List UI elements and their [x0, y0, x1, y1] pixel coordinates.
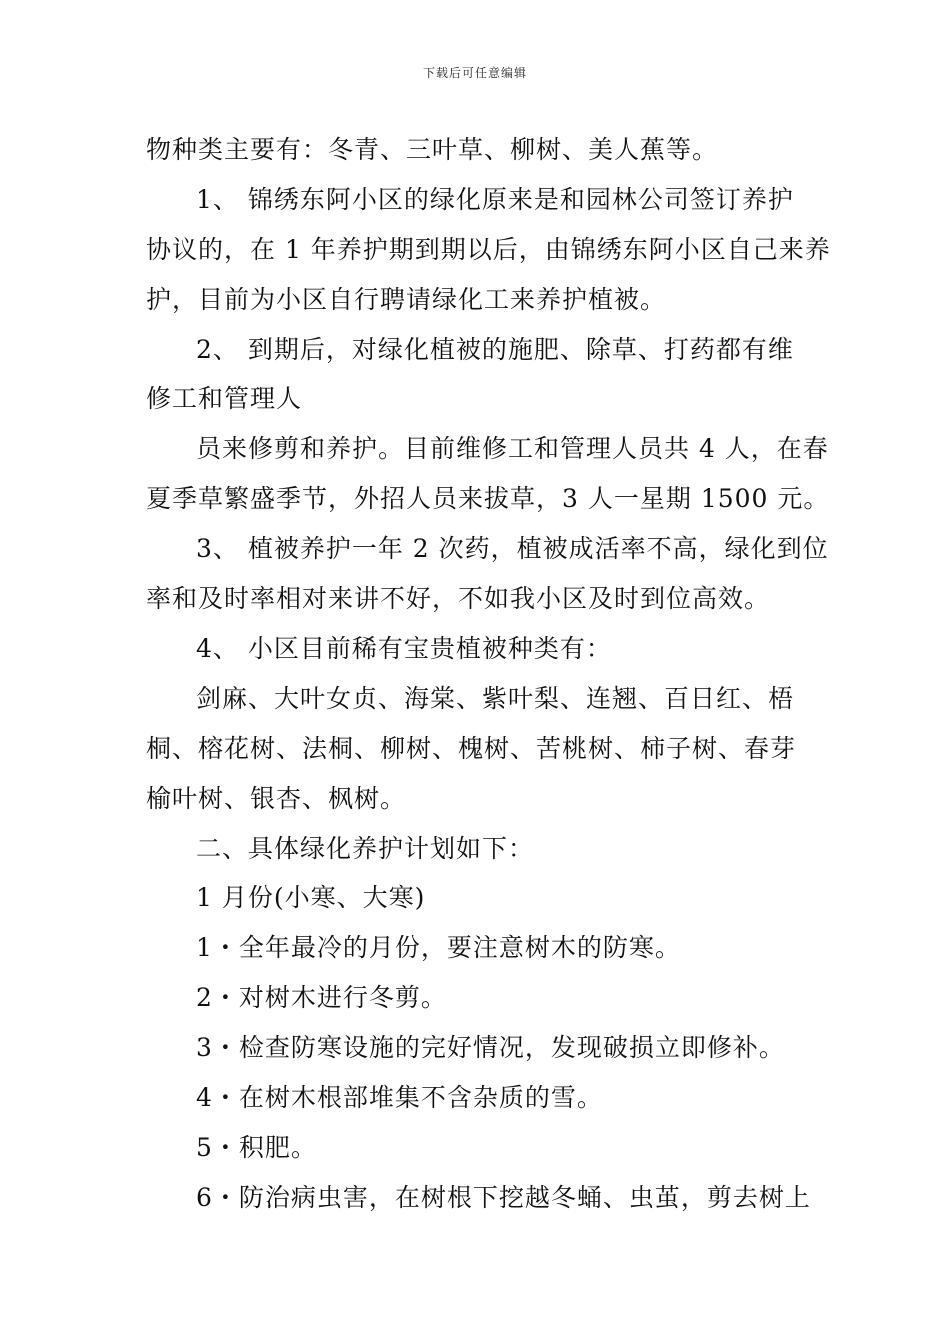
text-line: 4・在树木根部堆集不含杂质的雪。 [196, 1083, 603, 1112]
text-line: 二、具体绿化养护计划如下： [196, 834, 535, 863]
text-line: 协议的，在 1 年养护期到期以后，由锦绣东阿小区自己来养 [146, 235, 831, 264]
page-header: 下载后可任意编辑 [422, 66, 527, 80]
text-line: 护，目前为小区自行聘请绿化工来养护植被。 [146, 285, 667, 314]
text-line: 物种类主要有：冬青、三叶草、柳树、美人蕉等。 [146, 135, 719, 164]
text-line: 剑麻、大叶女贞、海棠、紫叶梨、连翘、百日红、梧 [196, 684, 795, 713]
text-line: 3、 植被养护一年 2 次药，植被成活率不高，绿化到位 [196, 534, 829, 563]
text-line: 率和及时率相对来讲不好，不如我小区及时到位高效。 [146, 584, 771, 613]
text-line: 1、 锦绣东阿小区的绿化原来是和园林公司签订养护 [196, 185, 794, 214]
text-line: 员来修剪和养护。目前维修工和管理人员共 4 人，在春 [196, 434, 829, 463]
text-line: 3・检查防寒设施的完好情况，发现破损立即修补。 [196, 1033, 785, 1062]
text-line: 2、 到期后，对绿化植被的施肥、除草、打药都有维 [196, 335, 794, 364]
text-line: 5・积肥。 [196, 1133, 317, 1162]
text-line: 4、 小区目前稀有宝贵植被种类有： [196, 634, 612, 663]
text-line: 6・防治病虫害，在树根下挖越冬蛹、虫茧，剪去树上 [196, 1183, 811, 1212]
text-line: 2・对树木进行冬剪。 [196, 983, 447, 1012]
text-line: 修工和管理人 [146, 384, 303, 413]
text-line: 1 月份(小寒、大寒) [196, 883, 426, 912]
text-line: 1・全年最冷的月份，要注意树木的防寒。 [196, 933, 681, 962]
text-line: 榆叶树、银杏、枫树。 [146, 784, 407, 813]
text-line: 夏季草繁盛季节，外招人员来拔草，3 人一星期 1500 元。 [146, 484, 830, 513]
text-line: 桐、榕花树、法桐、柳树、槐树、苦桃树、柿子树、春芽 [146, 734, 797, 763]
